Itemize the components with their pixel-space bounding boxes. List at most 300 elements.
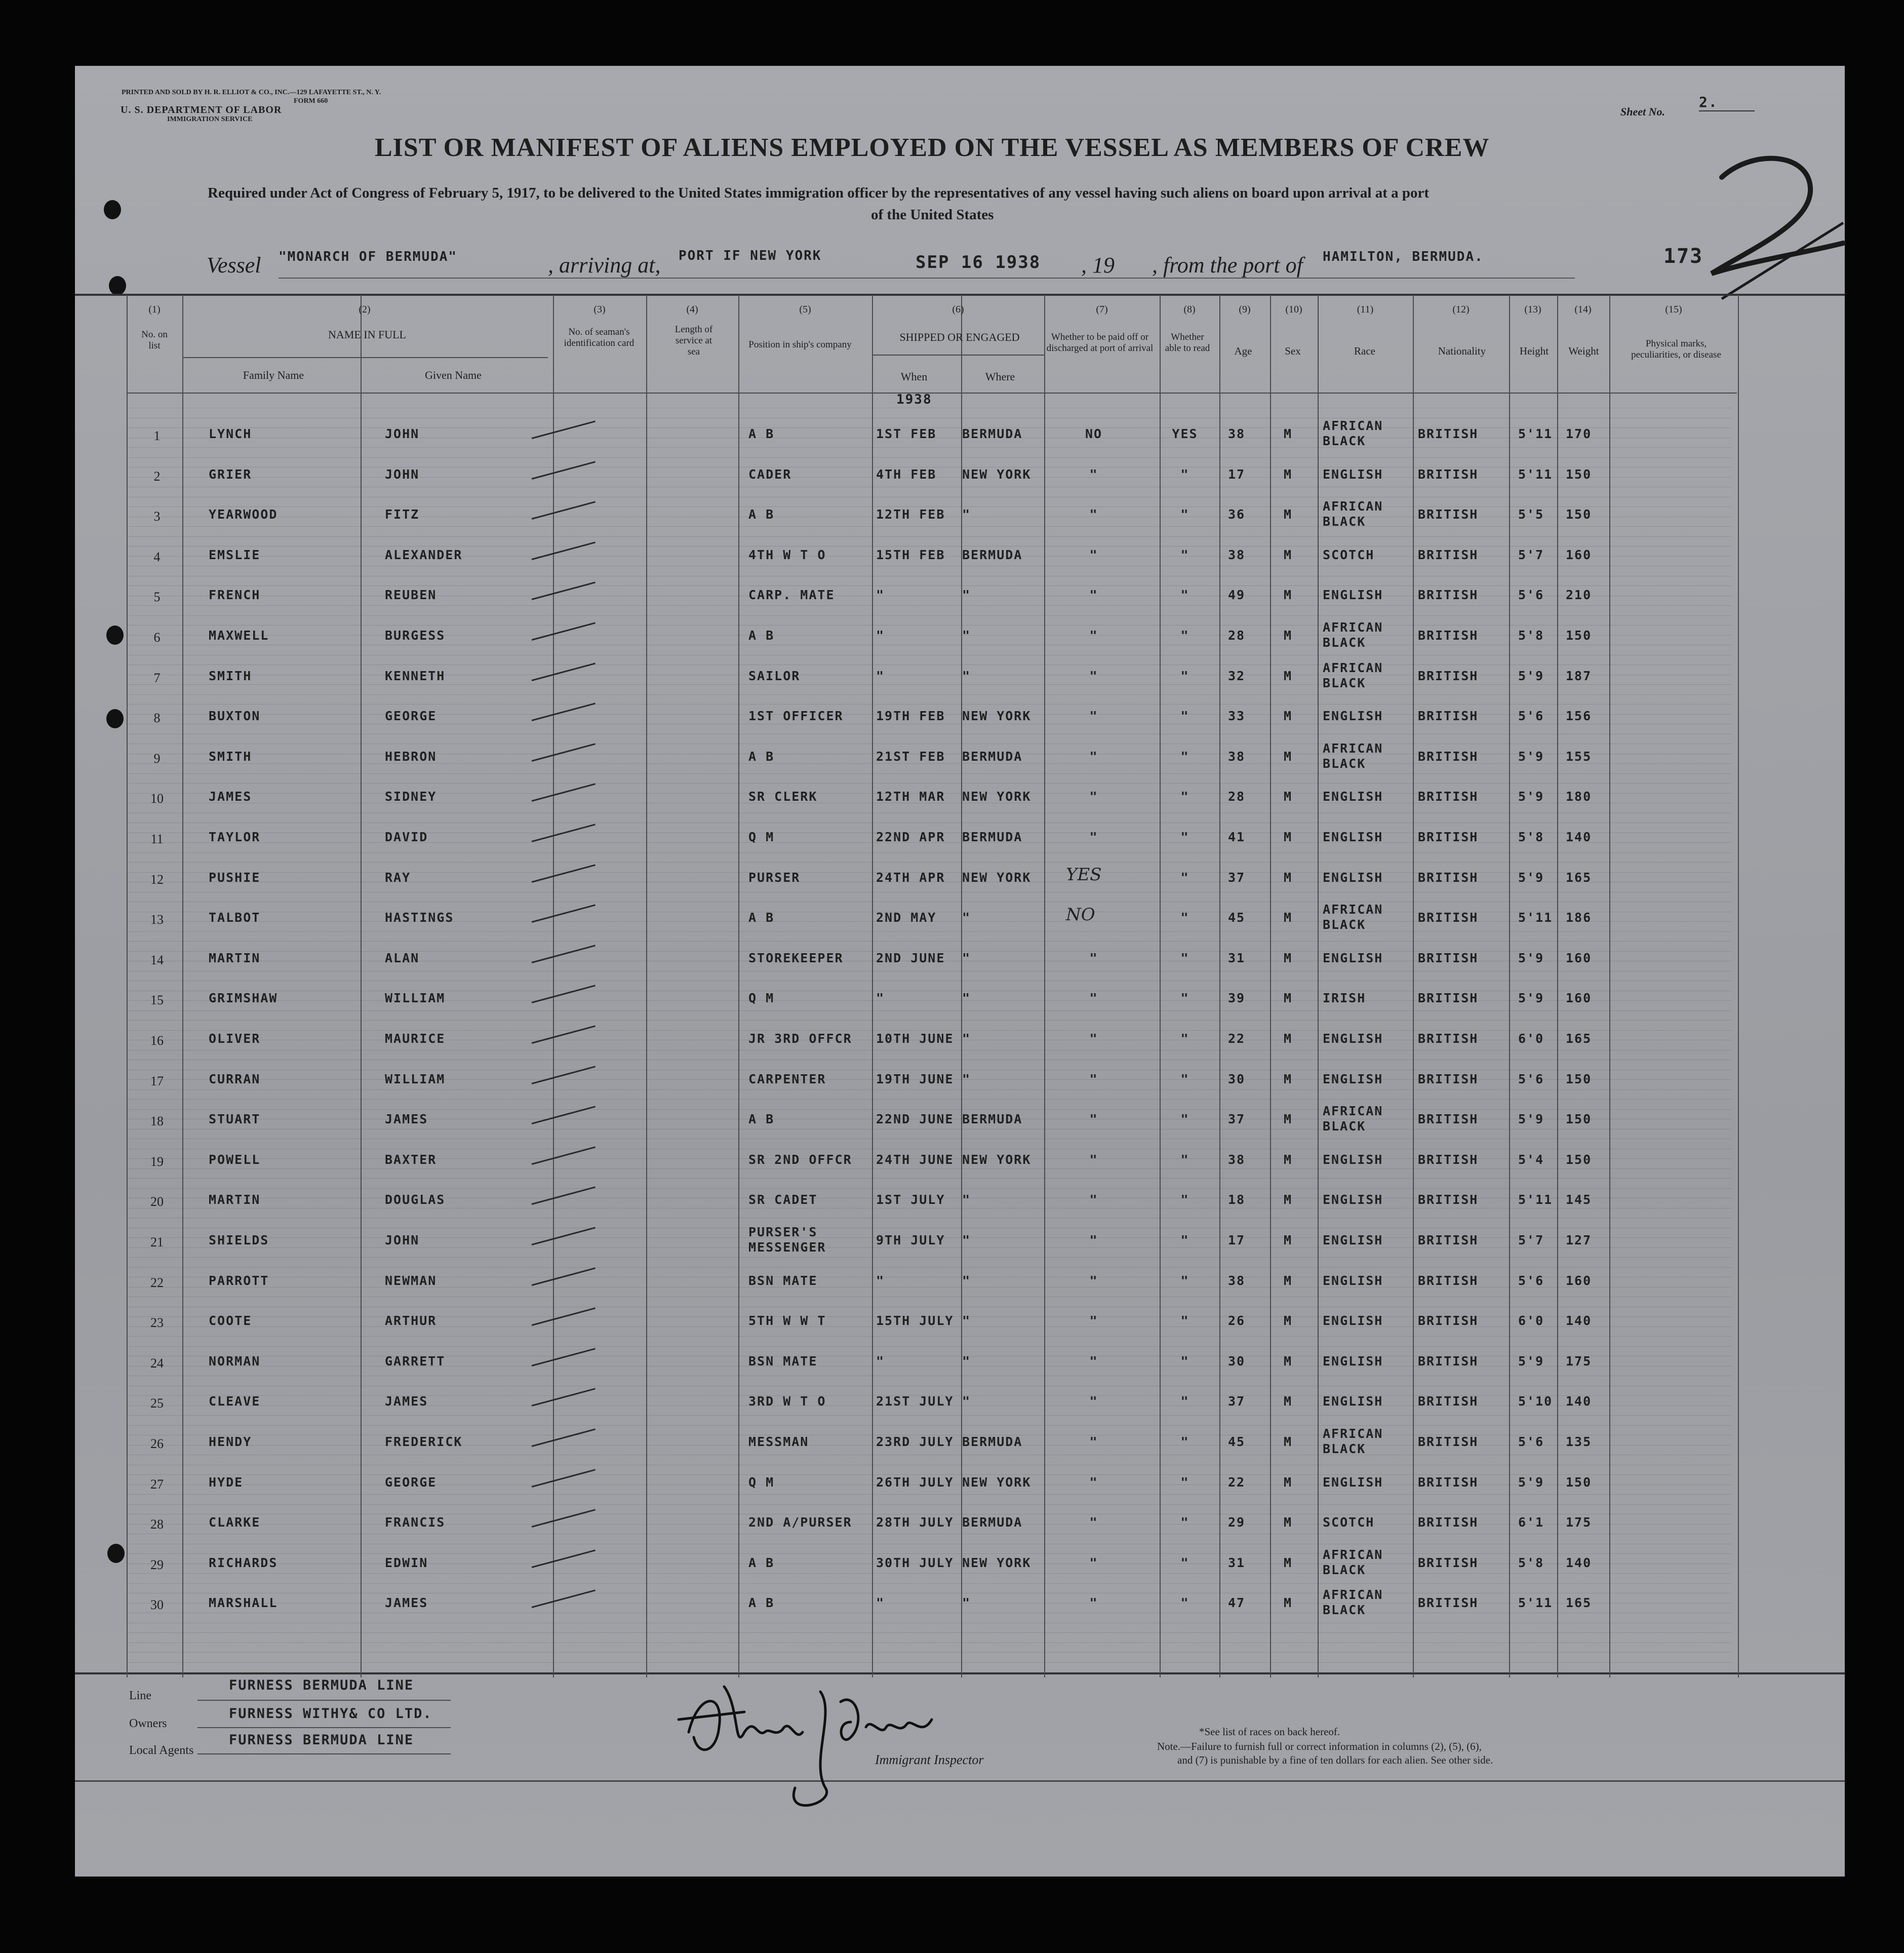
height: 5'9 [1518,789,1544,804]
able-to-read: " [1180,1313,1189,1328]
shipped-when: 23RD JULY [876,1434,954,1449]
able-to-read: " [1180,1031,1189,1046]
age: 36 [1228,507,1246,522]
position: 4TH W T O [748,548,826,562]
header-weight: Weight [1568,345,1599,357]
shipped-where: BERMUDA [962,1515,1023,1530]
nationality: BRITISH [1418,467,1479,482]
race: ENGLISH [1323,1031,1383,1046]
age: 18 [1228,1192,1246,1207]
weight: 150 [1566,1112,1592,1126]
column-divider [1509,295,1510,1677]
header-able-read: Whether able to read [1165,332,1210,354]
form-number: FORM 660 [294,97,328,105]
note-fine-1: Note.—Failure to furnish full or correct information in columns (2), (5), (6), [1157,1740,1482,1752]
sex: M [1284,991,1293,1005]
shipped-when: " [876,1273,885,1288]
family-name: TALBOT [209,910,261,925]
given-name: ARTHUR [385,1313,437,1328]
race: ENGLISH [1323,1233,1383,1247]
position: Q M [748,1475,775,1490]
paid-off: " [1089,789,1098,804]
given-name: FITZ [385,507,420,522]
paid-off: " [1089,507,1098,522]
race: ENGLISH [1323,789,1383,804]
shipped-when: 22ND JUNE [876,1112,954,1126]
ruled-line [127,1425,1732,1426]
able-to-read: " [1180,991,1189,1005]
header-when: When [900,370,928,383]
shipped-where: " [962,951,971,965]
ruled-line [127,1109,1732,1110]
height: 5'8 [1518,628,1544,643]
ruled-line [127,1504,1732,1505]
family-name: OLIVER [209,1031,261,1046]
race: ENGLISH [1323,588,1383,602]
shipped-where: " [962,1313,971,1328]
column-divider [1609,295,1610,1677]
weight: 160 [1566,991,1592,1005]
family-name: HENDY [209,1434,252,1449]
height: 6'0 [1518,1031,1544,1046]
paid-off: " [1089,1031,1098,1046]
height: 5'11 [1518,467,1553,482]
race: ENGLISH [1323,830,1383,844]
row-number: 23 [150,1315,164,1330]
family-name: NORMAN [209,1354,261,1369]
shipped-where: NEW YORK [962,1475,1032,1490]
family-name: LYNCH [209,426,252,441]
age: 41 [1228,830,1246,844]
header-name-in-full: NAME IN FULL [328,328,406,341]
column-divider [361,295,362,1677]
row-number: 27 [150,1477,164,1492]
name-subheader-border [183,357,548,358]
row-number: 19 [150,1154,164,1169]
shipped-where: " [962,669,971,683]
race: ENGLISH [1323,1072,1383,1086]
row-number: 10 [150,791,164,806]
shipped-where: BERMUDA [962,548,1023,562]
ruled-line [127,625,1732,626]
nationality: BRITISH [1418,870,1479,885]
ruled-line [127,585,1732,586]
race: AFRICAN [1323,902,1383,917]
age: 22 [1228,1031,1246,1046]
race: AFRICAN [1323,418,1383,433]
race: AFRICAN [1323,499,1383,514]
paid-off: " [1089,709,1098,723]
given-name: RAY [385,870,411,885]
ruled-line [127,862,1732,863]
age: 30 [1228,1072,1246,1086]
family-name: TAYLOR [209,830,261,844]
race-line-2: BLACK [1323,635,1366,650]
shipped-where: " [962,1394,971,1409]
column-number: (14) [1574,304,1592,315]
ruled-line [127,1553,1732,1554]
sex: M [1284,709,1293,723]
sex: M [1284,789,1293,804]
nationality: BRITISH [1418,588,1479,602]
sex: M [1284,830,1293,844]
header-race: Race [1354,345,1375,357]
race: AFRICAN [1323,1547,1383,1562]
age: 49 [1228,588,1246,602]
position: A B [748,749,775,764]
able-to-read: " [1180,1273,1189,1288]
shipped-where: NEW YORK [962,870,1032,885]
ruled-line [127,931,1732,932]
shipped-when: " [876,628,885,643]
nationality: BRITISH [1418,1031,1479,1046]
note-fine-2: and (7) is punishable by a fine of ten dollars for each alien. See other side. [1177,1754,1493,1766]
footer-line-underline [197,1700,451,1701]
race: SCOTCH [1323,548,1375,562]
position: 1ST OFFICER [748,709,844,723]
height: 5'7 [1518,1233,1544,1247]
ruled-line [127,783,1732,784]
from-label: , from the port of [1152,253,1303,278]
nationality: BRITISH [1418,1072,1479,1086]
shipped-when: 9TH JULY [876,1233,945,1247]
row-number: 8 [153,711,161,725]
weight: 165 [1566,1031,1592,1046]
header-age: Age [1234,345,1252,357]
paid-off: " [1089,467,1098,482]
shipped-when: " [876,1354,885,1369]
family-name: YEARWOOD [209,507,278,522]
height: 5'7 [1518,548,1544,562]
header-shipped: SHIPPED OR ENGAGED [899,331,1020,343]
column-number: (13) [1524,304,1541,315]
column-number: (5) [799,304,811,315]
row-number: 21 [150,1235,164,1249]
footer-agents-underline [197,1753,451,1754]
ruled-line [127,1178,1732,1179]
given-name: GEORGE [385,1475,437,1490]
sex: M [1284,1354,1293,1369]
paid-off: " [1089,830,1098,844]
table-top-border [75,294,1845,296]
row-number: 4 [153,550,161,564]
position: CADER [748,467,792,482]
paid-off: " [1089,548,1098,562]
age: 32 [1228,669,1246,683]
race: ENGLISH [1323,1273,1383,1288]
column-divider [1044,295,1045,1677]
given-name: WILLIAM [385,1072,446,1086]
age: 31 [1228,1555,1246,1570]
sex: M [1284,1031,1293,1046]
paid-off: " [1089,588,1098,602]
column-divider [182,295,183,1677]
column-divider [1318,295,1319,1677]
ruled-line [127,1030,1732,1031]
paid-off: " [1089,1233,1098,1247]
row-number: 2 [153,469,161,484]
race-line-2: BLACK [1323,756,1366,771]
race-line-2: BLACK [1323,676,1366,690]
sheet-number: 2. [1699,94,1755,111]
race: AFRICAN [1323,620,1383,635]
column-divider [127,295,128,1677]
family-name: GRIMSHAW [209,991,278,1005]
age: 22 [1228,1475,1246,1490]
family-name: STUART [209,1112,261,1126]
ruled-line [127,1188,1732,1189]
vessel-label: Vessel [207,253,261,278]
race: ENGLISH [1323,1475,1383,1490]
weight: 150 [1566,1475,1592,1490]
position: SR CADET [748,1192,818,1207]
from-port: HAMILTON, BERMUDA. [1323,249,1484,264]
height: 6'0 [1518,1313,1544,1328]
shipped-when: 24TH JUNE [876,1152,954,1167]
height: 5'6 [1518,588,1544,602]
race-line-2: BLACK [1323,917,1366,932]
race: AFRICAN [1323,1426,1383,1441]
weight: 180 [1566,789,1592,804]
family-name: GRIER [209,467,252,482]
shipped-where: " [962,1072,971,1086]
ruled-line [127,1257,1732,1258]
given-name: SIDNEY [385,789,437,804]
nationality: BRITISH [1418,1313,1479,1328]
ruled-line [127,1632,1732,1633]
shipped-when: 24TH APR [876,870,945,885]
vessel-underline [279,278,1575,279]
shipped-where: BERMUDA [962,426,1023,441]
family-name: BUXTON [209,709,261,723]
position: Q M [748,830,775,844]
height: 5'9 [1518,1354,1544,1369]
column-number: (4) [686,304,698,315]
given-name: HEBRON [385,749,437,764]
shipped-where: " [962,1031,971,1046]
row-number: 28 [150,1517,164,1532]
given-name: JOHN [385,467,420,482]
nationality: BRITISH [1418,548,1479,562]
ruled-line [127,457,1732,458]
row-number: 16 [150,1033,164,1048]
column-divider [872,295,873,1677]
weight: 175 [1566,1354,1592,1369]
owners-value: FURNESS WITHY& CO LTD. [229,1706,432,1722]
punch-hole [107,1544,125,1563]
vessel-name: "MONARCH OF BERMUDA" [279,249,458,264]
able-to-read: " [1180,467,1189,482]
able-to-read: " [1180,1112,1189,1126]
column-number: (12) [1452,304,1470,315]
family-name: SMITH [209,669,252,683]
able-to-read: " [1180,1475,1189,1490]
ruled-line [127,1494,1732,1495]
shipped-when: 21ST JULY [876,1394,954,1409]
given-name: FRANCIS [385,1515,446,1530]
weight: 145 [1566,1192,1592,1207]
sex: M [1284,507,1293,522]
shipped-where: BERMUDA [962,1434,1023,1449]
height: 5'9 [1518,991,1544,1005]
given-name: DAVID [385,830,428,844]
able-to-read: " [1180,1394,1189,1409]
position: 2ND A/PURSER [748,1515,852,1530]
age: 26 [1228,1313,1246,1328]
sex: M [1284,1112,1293,1126]
row-number: 18 [150,1114,164,1128]
ruled-line [127,1652,1732,1653]
age: 38 [1228,426,1246,441]
height: 5'9 [1518,749,1544,764]
family-name: FRENCH [209,588,261,602]
position: MESSMAN [748,1434,809,1449]
paid-off: " [1089,1192,1098,1207]
ruled-line [127,1168,1732,1169]
column-divider [1557,295,1558,1677]
shipped-when: 10TH JUNE [876,1031,954,1046]
row-number: 6 [153,630,161,645]
paid-off: " [1089,991,1098,1005]
able-to-read: " [1180,709,1189,723]
able-to-read: " [1180,1233,1189,1247]
given-name: NEWMAN [385,1273,437,1288]
shipped-when: 2ND MAY [876,910,937,925]
family-name: MARSHALL [209,1595,278,1610]
height: 6'1 [1518,1515,1544,1530]
nationality: BRITISH [1418,1233,1479,1247]
paid-off: " [1089,1475,1098,1490]
able-to-read: " [1180,1515,1189,1530]
row-number: 13 [150,912,164,927]
able-to-read: " [1180,789,1189,804]
row-number: 17 [150,1074,164,1088]
column-number: (11) [1357,304,1374,315]
age: 29 [1228,1515,1246,1530]
height: 5'11 [1518,910,1553,925]
weight: 160 [1566,548,1592,562]
column-number: (10) [1285,304,1302,315]
shipped-when: 30TH JULY [876,1555,954,1570]
ruled-line [127,1089,1732,1090]
ruled-line [127,773,1732,774]
weight: 140 [1566,1394,1592,1409]
sex: M [1284,1434,1293,1449]
position: BSN MATE [748,1354,818,1369]
age: 28 [1228,628,1246,643]
family-name: MAXWELL [209,628,269,643]
given-name: EDWIN [385,1555,428,1570]
nationality: BRITISH [1418,628,1479,643]
race: ENGLISH [1323,1192,1383,1207]
family-name: MARTIN [209,1192,261,1207]
row-number: 30 [150,1597,164,1612]
column-number: (9) [1239,304,1251,315]
race-line-2: BLACK [1323,514,1366,529]
column-divider [1413,295,1414,1677]
race: ENGLISH [1323,951,1383,965]
position: A B [748,1112,775,1126]
ruled-line [127,1573,1732,1574]
weight: 150 [1566,1152,1592,1167]
given-name: FREDERICK [385,1434,463,1449]
position: CARP. MATE [748,588,835,602]
weight: 160 [1566,951,1592,965]
weight: 150 [1566,628,1592,643]
agents-label: Local Agents [129,1744,194,1757]
race: IRISH [1323,991,1366,1005]
ruled-line [127,684,1732,685]
sex: M [1284,1192,1293,1207]
shipped-when: 1ST JULY [876,1192,945,1207]
able-to-read: " [1180,749,1189,764]
arrival-port: PORT IF NEW YORK [679,248,822,263]
punch-hole [109,276,126,295]
sex: M [1284,1072,1293,1086]
shipped-where: NEW YORK [962,709,1032,723]
sex: M [1284,1313,1293,1328]
able-to-read: " [1180,1595,1189,1610]
shipped-where: BERMUDA [962,830,1023,844]
weight: 140 [1566,1555,1592,1570]
year-label: , 19 [1081,253,1115,278]
shipped-where: " [962,910,971,925]
ruled-line [127,852,1732,853]
position: 5TH W W T [748,1313,826,1328]
ruled-line [127,605,1732,606]
nationality: BRITISH [1418,1555,1479,1570]
race-line-2: BLACK [1323,1563,1366,1577]
position: 3RD W T O [748,1394,826,1409]
paid-off: " [1089,1273,1098,1288]
sex: M [1284,628,1293,643]
position: SR 2ND OFFCR [748,1152,852,1167]
shipped-where: " [962,1354,971,1369]
race: ENGLISH [1323,1354,1383,1369]
row-number: 22 [150,1275,164,1290]
ruled-line [127,694,1732,695]
position: JR 3RD OFFCR [748,1031,852,1046]
given-name: DOUGLAS [385,1192,446,1207]
sheet-label: Sheet No. [1620,105,1665,118]
header-physical: Physical marks, peculiarities, or disease [1631,338,1721,360]
shipped-where: " [962,1595,971,1610]
sex: M [1284,1233,1293,1247]
age: 45 [1228,1434,1246,1449]
header-position: Position in ship's company [748,339,852,350]
position: A B [748,1555,775,1570]
age: 38 [1228,548,1246,562]
note-races: *See list of races on back hereof. [1199,1726,1340,1738]
height: 5'8 [1518,830,1544,844]
given-name: BURGESS [385,628,446,643]
footer-bottom-border [75,1780,1845,1782]
height: 5'11 [1518,426,1553,441]
paid-off: YES [1066,865,1102,885]
nationality: BRITISH [1418,1394,1479,1409]
family-name: JAMES [209,789,252,804]
column-divider [553,295,554,1677]
paid-off: " [1089,1434,1098,1449]
sex: M [1284,749,1293,764]
weight: 150 [1566,1072,1592,1086]
able-to-read: " [1180,910,1189,925]
column-number: (3) [593,304,606,315]
paid-off: " [1089,1112,1098,1126]
age: 30 [1228,1354,1246,1369]
weight: 210 [1566,588,1592,602]
age: 31 [1228,951,1246,965]
